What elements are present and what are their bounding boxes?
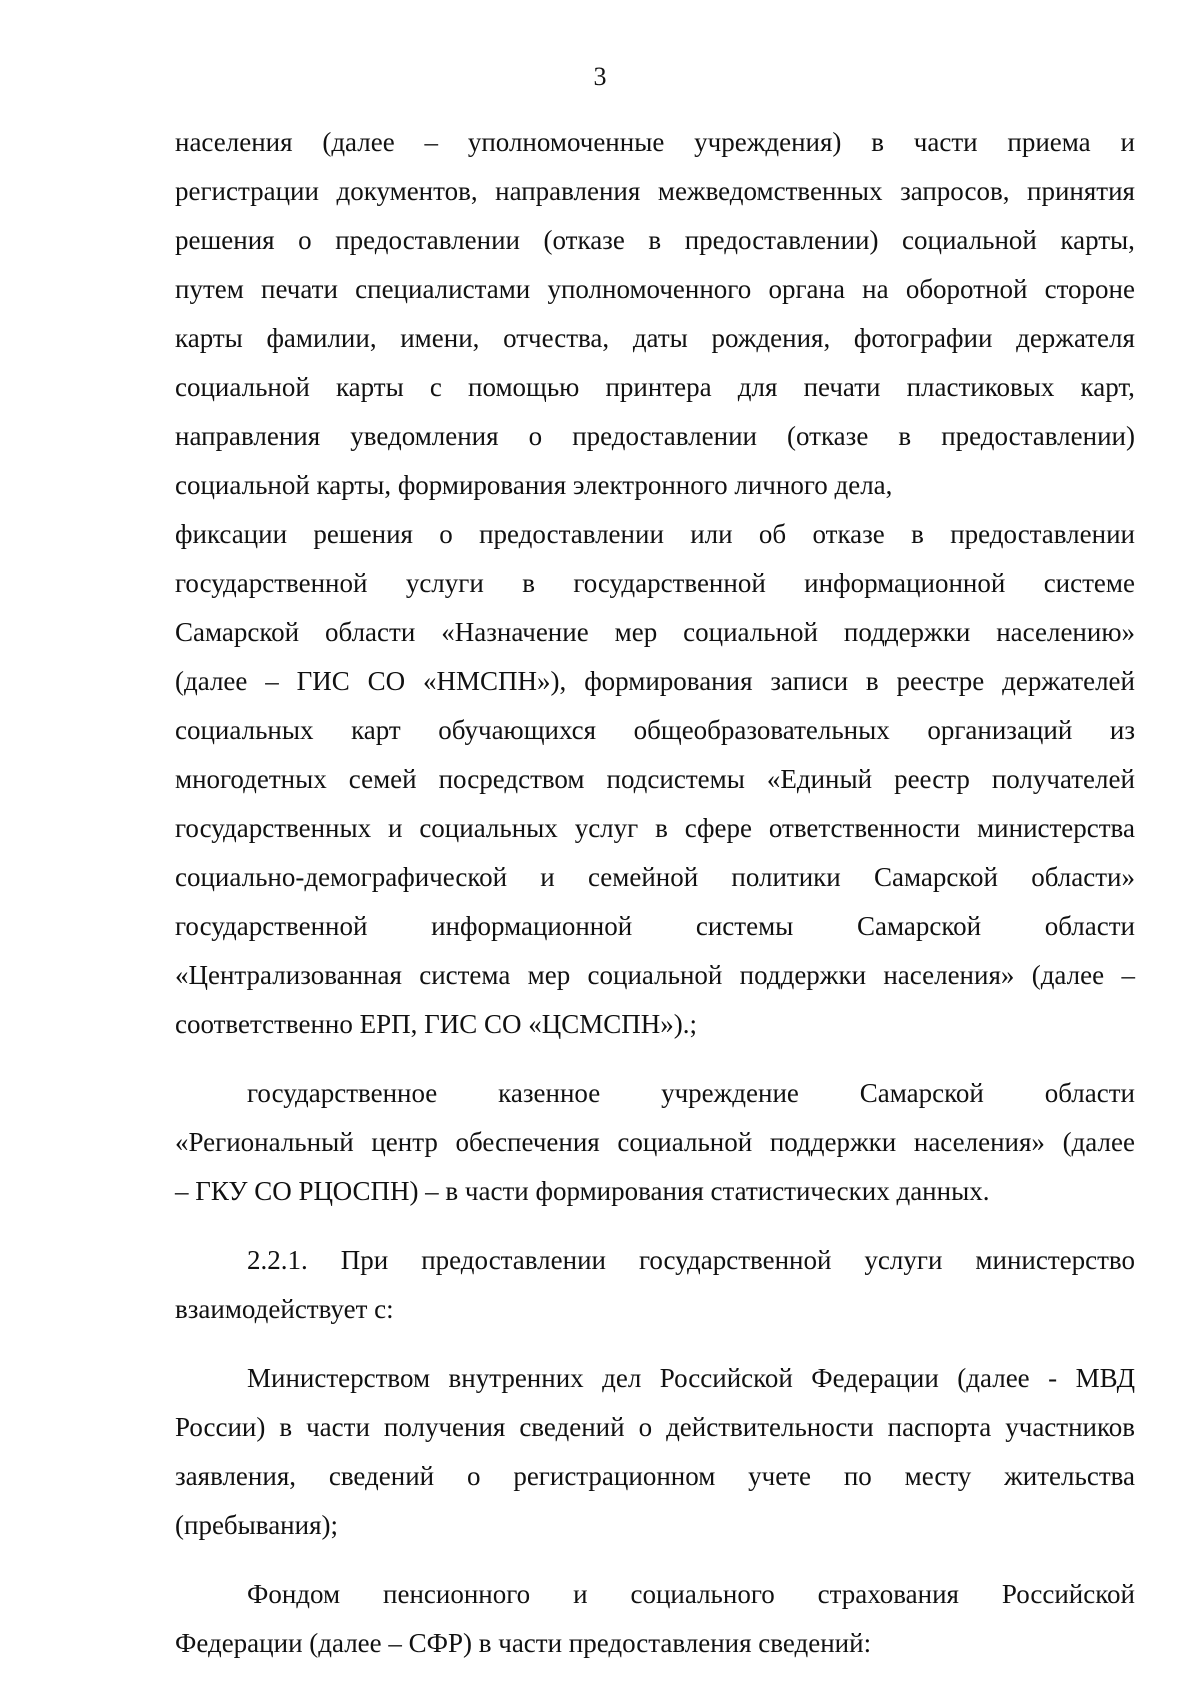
text-line: населения (далее – уполномоченные учреждения) в части приема и: [175, 127, 1135, 157]
text-line: взаимодействует с:: [175, 1294, 394, 1324]
text-line: регистрации документов, направления межведомственных запросов, принятия: [175, 176, 1135, 206]
text-line: фиксации решения о предоставлении или об отказе в предоставлении: [175, 519, 1135, 549]
text-line: России) в части получения сведений о действительности паспорта участников: [175, 1412, 1135, 1442]
body-text: [175, 118, 1135, 1668]
text-line: государственное казенное учреждение Самарской области: [247, 1078, 1135, 1108]
text-line: многодетных семей посредством подсистемы «Единый реестр получателей: [175, 764, 1135, 794]
text-line: социальной карты, формирования электронного личного дела,: [175, 470, 893, 500]
text-line: «Региональный центр обеспечения социальной поддержки населения» (далее: [175, 1127, 1135, 1157]
paragraph-gap: [175, 1216, 1135, 1236]
text-line: 2.2.1. При предоставлении государственной услуги министерство: [247, 1245, 1135, 1275]
text-line: направления уведомления о предоставлении (отказе в предоставлении): [175, 421, 1135, 451]
text-line: соответственно ЕРП, ГИС СО «ЦСМСПН»).;: [175, 1009, 698, 1039]
text-line: государственных и социальных услуг в сфере ответственности министерства: [175, 813, 1135, 843]
text-line: карты фамилии, имени, отчества, даты рождения, фотографии держателя: [175, 323, 1135, 353]
text-line: решения о предоставлении (отказе в предоставлении) социальной карты,: [175, 225, 1135, 255]
text-line: социальных карт обучающихся общеобразовательных организаций из: [175, 715, 1135, 745]
text-line: Федерации (далее – СФР) в части предоставления сведений:: [175, 1628, 872, 1658]
text-line: социальной карты с помощью принтера для печати пластиковых карт,: [175, 372, 1135, 402]
paragraph-gap: [175, 1550, 1135, 1570]
text-line: (пребывания);: [175, 1510, 338, 1540]
text-line: – ГКУ СО РЦОСПН) – в части формирования статистических данных.: [175, 1176, 990, 1206]
text-line: государственной информационной системы Самарской области: [175, 911, 1135, 941]
text-line: социально-демографической и семейной политики Самарской области»: [175, 862, 1135, 892]
page-number: 3: [593, 62, 607, 91]
text-line: Министерством внутренних дел Российской Федерации (далее - МВД: [247, 1363, 1135, 1393]
text-line: (далее – ГИС СО «НМСПН»), формирования записи в реестре держателей: [175, 666, 1135, 696]
paragraph-gap: [175, 1334, 1135, 1354]
text-line: «Централизованная система мер социальной поддержки населения» (далее –: [175, 960, 1135, 990]
text-line: Самарской области «Назначение мер социальной поддержки населению»: [175, 617, 1135, 647]
text-line: Фондом пенсионного и социального страхования Российской: [247, 1579, 1135, 1609]
paragraph-gap: [175, 1049, 1135, 1069]
text-line: путем печати специалистами уполномоченного органа на оборотной стороне: [175, 274, 1135, 304]
text-line: заявления, сведений о регистрационном учете по месту жительства: [175, 1461, 1135, 1491]
text-line: государственной услуги в государственной информационной системе: [175, 568, 1135, 598]
